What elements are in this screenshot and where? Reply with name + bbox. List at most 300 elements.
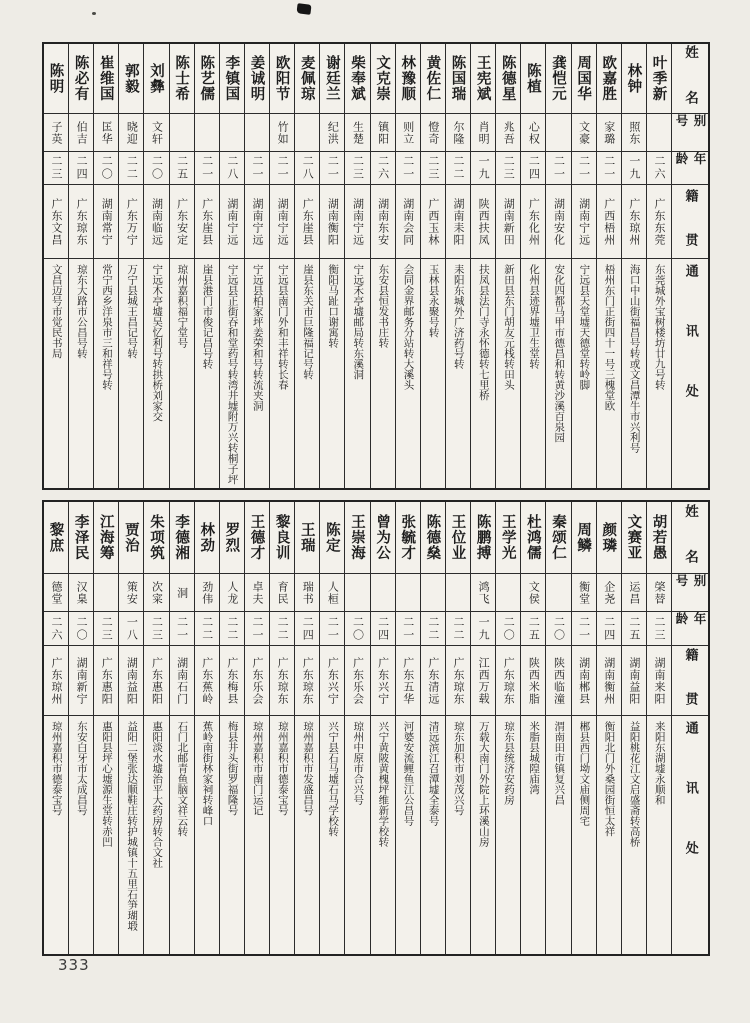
entry-column <box>219 502 244 954</box>
address-cell: 米脂县城隍庙湾 <box>528 721 541 795</box>
name-cell: 欧嘉胜 <box>597 44 621 114</box>
header-origin: 籍 贯 <box>672 185 708 259</box>
alias-cell <box>195 114 219 152</box>
name-cell: 曾为公 <box>371 502 395 574</box>
entry-column <box>194 44 219 488</box>
alias-cell: 文侯 <box>521 574 545 612</box>
scan-artifact <box>296 3 311 15</box>
name-cell: 颜璘 <box>597 502 621 574</box>
origin-cell: 江西万载 <box>471 646 495 716</box>
entry-column <box>621 44 646 488</box>
name-cell: 陈植 <box>521 44 545 114</box>
entry-column <box>219 44 244 488</box>
address-cell: 衡阳马趾口谢寓转 <box>327 264 340 348</box>
alias-cell: 瑞书 <box>295 574 319 612</box>
origin-cell: 湖南常宁 <box>94 185 118 259</box>
address-cell: 琼州嘉积市德泰宝号 <box>276 721 289 816</box>
entry-column <box>495 502 520 954</box>
age-cell: 二五 <box>521 612 545 646</box>
entry-column <box>319 502 344 954</box>
age-cell: 二四 <box>295 612 319 646</box>
alias-cell <box>647 114 671 152</box>
age-cell: 二三 <box>44 152 68 185</box>
origin-cell: 广东五华 <box>396 646 420 716</box>
entry-column <box>244 502 269 954</box>
origin-cell: 广东万宁 <box>119 185 143 259</box>
origin-cell: 湖南耒阳 <box>446 185 470 259</box>
table-top <box>42 42 710 490</box>
name-cell: 崔维国 <box>94 44 118 114</box>
address-cell: 河婆安流鲤鱼江公昌号 <box>402 721 415 826</box>
entry-column <box>420 502 445 954</box>
entry-column <box>143 44 168 488</box>
alias-cell: 棨替 <box>647 574 671 612</box>
entry-column <box>68 44 93 488</box>
alias-cell: 鸿飞 <box>471 574 495 612</box>
address-cell: 宁远县正街吞和堂药号转湾井墟附万兴转桐子坪 <box>226 264 239 485</box>
name-cell: 周国华 <box>572 44 596 114</box>
entry-column <box>118 502 143 954</box>
name-cell: 贾治 <box>119 502 143 574</box>
header-age: 年 龄 <box>672 612 708 646</box>
header-name: 姓 名 <box>672 44 708 114</box>
name-cell: 黎良训 <box>270 502 294 574</box>
entry-column <box>244 44 269 488</box>
alias-cell: 心权 <box>521 114 545 152</box>
alias-cell <box>396 574 420 612</box>
age-cell: 二〇 <box>144 152 168 185</box>
origin-cell: 湖南衡阳 <box>320 185 344 259</box>
entry-column <box>470 44 495 488</box>
address-cell: 益阳桃花江文启盛斋转高桥 <box>628 721 641 847</box>
origin-cell: 陕西扶凤 <box>471 185 495 259</box>
address-cell: 海口中山街福昌号转或文昌潭牛市兴利号 <box>628 264 641 453</box>
address-cell: 宁远木亭墟吴忆利号转拱桥刘家交 <box>151 264 164 422</box>
entry-column <box>470 502 495 954</box>
entry-column <box>545 44 570 488</box>
age-cell: 二四 <box>597 612 621 646</box>
origin-cell: 广东文昌 <box>44 185 68 259</box>
header-column <box>671 44 708 488</box>
address-cell: 琼州嘉积福宁堂号 <box>176 264 189 348</box>
origin-cell: 广东琼东 <box>69 185 93 259</box>
age-cell: 二〇 <box>496 612 520 646</box>
alias-cell <box>496 574 520 612</box>
age-cell: 二二 <box>446 612 470 646</box>
header-address: 通 讯 处 <box>682 721 698 870</box>
address-cell: 宁远县南门外和丰祥转长春 <box>276 264 289 390</box>
name-cell: 王崇海 <box>345 502 369 574</box>
name-cell: 李德湘 <box>170 502 194 574</box>
name-cell: 江海筹 <box>94 502 118 574</box>
name-cell: 陈德燊 <box>421 502 445 574</box>
origin-cell: 湖南新田 <box>496 185 520 259</box>
age-cell: 二四 <box>521 152 545 185</box>
age-cell: 二一 <box>320 612 344 646</box>
address-cell: 常宁西乡洋泉市三和祥号转 <box>100 264 113 390</box>
alias-cell: 憕奇 <box>421 114 445 152</box>
entry-column <box>646 502 671 954</box>
origin-cell: 广东兴宁 <box>371 646 395 716</box>
origin-cell: 湖南宁远 <box>245 185 269 259</box>
name-cell: 柴奉斌 <box>345 44 369 114</box>
age-cell: 二一 <box>546 152 570 185</box>
age-cell: 二二 <box>119 152 143 185</box>
origin-cell: 广东乐会 <box>245 646 269 716</box>
entry-column <box>194 502 219 954</box>
address-cell: 东安县恒发书庄转 <box>377 264 390 348</box>
entry-column <box>420 44 445 488</box>
name-cell: 陈艺儒 <box>195 44 219 114</box>
address-cell: 郴县西门坳文庙侧周宅 <box>578 721 591 826</box>
address-cell: 崖县港门市俊记昌号转 <box>201 264 214 369</box>
entry-column <box>319 44 344 488</box>
alias-cell: 次寀 <box>144 574 168 612</box>
address-cell: 来阳东湖墟永顺和 <box>653 721 666 805</box>
origin-cell: 广东蕉岭 <box>195 646 219 716</box>
address-cell: 清远滨江召潭墟全泰号 <box>427 721 440 826</box>
alias-cell: 匡华 <box>94 114 118 152</box>
alias-cell: 洞 <box>170 574 194 612</box>
alias-cell <box>446 574 470 612</box>
name-cell: 欧阳节 <box>270 44 294 114</box>
age-cell: 二五 <box>170 152 194 185</box>
alias-cell: 运昌 <box>622 574 646 612</box>
origin-cell: 广东梅县 <box>220 646 244 716</box>
name-cell: 陈定 <box>320 502 344 574</box>
name-cell: 陈明 <box>44 44 68 114</box>
alias-cell: 劲伟 <box>195 574 219 612</box>
address-cell: 梧州东门正街四十一号三槐堂欧 <box>603 264 616 411</box>
alias-cell: 策安 <box>119 574 143 612</box>
name-cell: 龚恺元 <box>546 44 570 114</box>
address-cell: 东安白牙市太成昌号 <box>75 721 88 816</box>
entry-column <box>344 44 369 488</box>
entry-column <box>143 502 168 954</box>
address-cell: 宁远县天堂墟天德堂转岭脚 <box>578 264 591 390</box>
name-cell: 林钟 <box>622 44 646 114</box>
name-cell: 郭毅 <box>119 44 143 114</box>
alias-cell: 人桓 <box>320 574 344 612</box>
address-cell: 琼州嘉积市发盛昌号 <box>301 721 314 816</box>
address-cell: 崖县东关市巨隆福记号转 <box>301 264 314 380</box>
address-cell: 兴宁县石马墟石马学校转 <box>327 721 340 837</box>
entry-column <box>93 502 118 954</box>
entry-column <box>571 44 596 488</box>
alias-cell: 人龙 <box>220 574 244 612</box>
age-cell: 二二 <box>270 612 294 646</box>
entry-column <box>621 502 646 954</box>
origin-cell: 湖南衡州 <box>597 646 621 716</box>
address-cell: 蕉岭南街林家祠转峰口 <box>201 721 214 826</box>
origin-cell: 广东琼东 <box>446 646 470 716</box>
age-cell: 二二 <box>421 612 445 646</box>
address-cell: 宁远禾亭墟邮局转东溪洞 <box>352 264 365 380</box>
name-cell: 王德才 <box>245 502 269 574</box>
alias-cell <box>295 114 319 152</box>
name-cell: 王学光 <box>496 502 520 574</box>
header-origin: 籍 贯 <box>672 646 708 716</box>
alias-cell <box>170 114 194 152</box>
alias-cell: 育民 <box>270 574 294 612</box>
address-cell: 宁远县柏家坪姜荣和号转流夹洞 <box>251 264 264 411</box>
name-cell: 文赛亚 <box>622 502 646 574</box>
name-cell: 陈必有 <box>69 44 93 114</box>
name-cell: 文克崇 <box>371 44 395 114</box>
origin-cell: 广东惠阳 <box>94 646 118 716</box>
alias-cell: 肖明 <box>471 114 495 152</box>
entry-column <box>495 44 520 488</box>
age-cell: 二八 <box>295 152 319 185</box>
origin-cell: 湖南宁远 <box>572 185 596 259</box>
name-cell: 胡若愚 <box>647 502 671 574</box>
origin-cell: 湖南新宁 <box>69 646 93 716</box>
entry-column <box>571 502 596 954</box>
age-cell: 二三 <box>144 612 168 646</box>
name-cell: 朱项筑 <box>144 502 168 574</box>
name-cell: 谢廷兰 <box>320 44 344 114</box>
age-cell: 二二 <box>195 612 219 646</box>
name-cell: 叶季新 <box>647 44 671 114</box>
entry-column <box>520 502 545 954</box>
origin-cell: 广东崖县 <box>195 185 219 259</box>
name-cell: 杜鸿儒 <box>521 502 545 574</box>
origin-cell: 湖南东安 <box>371 185 395 259</box>
age-cell: 二四 <box>371 612 395 646</box>
age-cell: 二一 <box>396 612 420 646</box>
name-cell: 周鳞 <box>572 502 596 574</box>
address-cell: 会同金界邮务分站转大溪头 <box>402 264 415 390</box>
entry-column <box>294 44 319 488</box>
address-cell: 琼东大路市公昌号转 <box>75 264 88 359</box>
origin-cell: 广西玉林 <box>421 185 445 259</box>
origin-cell: 湖南益阳 <box>119 646 143 716</box>
alias-cell: 尔隆 <box>446 114 470 152</box>
address-cell: 耒阳东城外广济药号转 <box>452 264 465 369</box>
name-cell: 李泽民 <box>69 502 93 574</box>
entry-column <box>68 502 93 954</box>
table-bottom <box>42 500 710 956</box>
address-cell: 万载大南门外院上环溪山房 <box>477 721 490 847</box>
alias-cell: 竹如 <box>270 114 294 152</box>
entry-column <box>596 502 621 954</box>
origin-cell: 广东琼州 <box>622 185 646 259</box>
alias-cell: 镇阳 <box>371 114 395 152</box>
alias-cell <box>220 114 244 152</box>
origin-cell: 湖南临远 <box>144 185 168 259</box>
header-name: 姓 名 <box>672 502 708 574</box>
address-cell: 石门北邮青鱼脑文祥云转 <box>176 721 189 837</box>
alias-cell: 汉臬 <box>69 574 93 612</box>
address-cell: 文昌迈号市觉民书局 <box>50 264 63 359</box>
name-cell: 王宪斌 <box>471 44 495 114</box>
page-number: 333 <box>58 956 90 974</box>
entry-column <box>269 502 294 954</box>
age-cell: 二〇 <box>345 612 369 646</box>
name-cell: 王位业 <box>446 502 470 574</box>
age-cell: 二三 <box>496 152 520 185</box>
age-cell: 二一 <box>245 152 269 185</box>
age-cell: 二三 <box>421 152 445 185</box>
age-cell: 二三 <box>94 612 118 646</box>
origin-cell: 湖南宁远 <box>220 185 244 259</box>
address-cell: 玉林县永聚号转 <box>427 264 440 338</box>
address-cell: 东莞城外宝树楼坊廿九号转 <box>653 264 666 390</box>
origin-cell: 湖南郴县 <box>572 646 596 716</box>
address-cell: 渭南田市镇复兴昌 <box>553 721 566 805</box>
alias-cell: 家璐 <box>597 114 621 152</box>
alias-cell <box>421 574 445 612</box>
origin-cell: 广东琼东 <box>496 646 520 716</box>
age-cell: 二六 <box>371 152 395 185</box>
header-column <box>671 502 708 954</box>
name-cell: 姜诚明 <box>245 44 269 114</box>
name-cell: 罗烈 <box>220 502 244 574</box>
entry-column <box>395 502 420 954</box>
name-cell: 林豫顺 <box>396 44 420 114</box>
entry-column <box>118 44 143 488</box>
address-cell: 扶凤县法门寺永怀德转七里桥 <box>477 264 490 401</box>
name-cell: 黄佐仁 <box>421 44 445 114</box>
age-cell: 二六 <box>44 612 68 646</box>
origin-cell: 广东琼东 <box>270 646 294 716</box>
name-cell: 麦佩琼 <box>295 44 319 114</box>
age-cell: 二二 <box>446 152 470 185</box>
name-cell: 陈德星 <box>496 44 520 114</box>
age-cell: 二四 <box>69 152 93 185</box>
alias-cell: 德堂 <box>44 574 68 612</box>
name-cell: 陈士希 <box>170 44 194 114</box>
alias-cell <box>94 574 118 612</box>
age-cell: 二三 <box>647 612 671 646</box>
age-cell: 二五 <box>622 612 646 646</box>
address-cell: 万宁县城王昌记号转 <box>126 264 139 359</box>
header-alias: 别 号 <box>672 114 708 152</box>
address-cell: 化州县迹界墟卫生堂转 <box>528 264 541 369</box>
age-cell: 二一 <box>572 152 596 185</box>
entry-column <box>44 502 68 954</box>
alias-cell: 卓夫 <box>245 574 269 612</box>
address-cell: 衡阳北门外桑园街恒太祥 <box>603 721 616 837</box>
age-cell: 二二 <box>220 612 244 646</box>
address-cell: 新田县东门胡友元栈转田头 <box>502 264 515 390</box>
alias-cell: 兆吾 <box>496 114 520 152</box>
alias-cell: 则立 <box>396 114 420 152</box>
entry-column <box>169 44 194 488</box>
address-cell: 琼东加积市刘茂兴号 <box>452 721 465 816</box>
name-cell: 李镇国 <box>220 44 244 114</box>
age-cell: 二一 <box>270 152 294 185</box>
entry-column <box>269 44 294 488</box>
name-cell: 黎庶 <box>44 502 68 574</box>
scan-speck <box>92 12 96 15</box>
age-cell: 一八 <box>119 612 143 646</box>
origin-cell: 广东琼州 <box>44 646 68 716</box>
age-cell: 二一 <box>572 612 596 646</box>
entry-column <box>520 44 545 488</box>
alias-cell: 企尧 <box>597 574 621 612</box>
alias-cell <box>546 114 570 152</box>
name-cell: 张毓才 <box>396 502 420 574</box>
entry-column <box>370 502 395 954</box>
entry-column <box>294 502 319 954</box>
age-cell: 二一 <box>320 152 344 185</box>
entry-column <box>370 44 395 488</box>
entry-column <box>445 502 470 954</box>
entry-column <box>344 502 369 954</box>
origin-cell: 湖南宁远 <box>345 185 369 259</box>
age-cell: 二〇 <box>546 612 570 646</box>
alias-cell: 生楚 <box>345 114 369 152</box>
age-cell: 二六 <box>647 152 671 185</box>
origin-cell: 湖南来阳 <box>647 646 671 716</box>
age-cell: 二一 <box>245 612 269 646</box>
address-cell: 琼州嘉积市德泰宝号 <box>50 721 63 816</box>
name-cell: 秦颂仁 <box>546 502 570 574</box>
header-alias: 别 号 <box>672 574 708 612</box>
age-cell: 一九 <box>471 612 495 646</box>
alias-cell: 文轩 <box>144 114 168 152</box>
name-cell: 刘彝 <box>144 44 168 114</box>
origin-cell: 湖南益阳 <box>622 646 646 716</box>
entry-column <box>646 44 671 488</box>
alias-cell: 伯吉 <box>69 114 93 152</box>
origin-cell: 广东兴宁 <box>320 646 344 716</box>
origin-cell: 湖南会同 <box>396 185 420 259</box>
address-cell: 益阳二堡张达顺鞋庄转护城镇十五里石笋瑚塅 <box>126 721 139 931</box>
age-cell: 二三 <box>345 152 369 185</box>
origin-cell: 广东崖县 <box>295 185 319 259</box>
address-cell: 安化四都马甲市德昌和转黄沙溪百泉园 <box>553 264 566 443</box>
address-cell: 琼东县统济安药房 <box>502 721 515 805</box>
alias-cell <box>371 574 395 612</box>
age-cell: 二一 <box>170 612 194 646</box>
age-cell: 一九 <box>622 152 646 185</box>
age-cell: 二八 <box>220 152 244 185</box>
alias-cell: 晓迎 <box>119 114 143 152</box>
alias-cell <box>245 114 269 152</box>
header-address: 通 讯 处 <box>682 264 698 413</box>
age-cell: 二〇 <box>94 152 118 185</box>
origin-cell: 广东惠阳 <box>144 646 168 716</box>
address-cell: 琼州嘉积市南门运记 <box>251 721 264 816</box>
alias-cell: 子英 <box>44 114 68 152</box>
age-cell: 二一 <box>396 152 420 185</box>
name-cell: 王瑞 <box>295 502 319 574</box>
origin-cell: 湖南石门 <box>170 646 194 716</box>
origin-cell: 广东清远 <box>421 646 445 716</box>
entry-column <box>445 44 470 488</box>
address-cell: 梅县井头街罗福隆号 <box>226 721 239 816</box>
name-cell: 陈鹏搏 <box>471 502 495 574</box>
origin-cell: 陕西米脂 <box>521 646 545 716</box>
origin-cell: 陕西临潼 <box>546 646 570 716</box>
address-cell: 兴宁黄陂黄槐坪维新学校转 <box>377 721 390 847</box>
entry-column <box>545 502 570 954</box>
name-cell: 陈国瑞 <box>446 44 470 114</box>
entry-column <box>93 44 118 488</box>
address-cell: 惠阳县坪心墟源生堂转赤凹 <box>100 721 113 847</box>
origin-cell: 广西梧州 <box>597 185 621 259</box>
address-cell: 琼州中原市合兴号 <box>352 721 365 805</box>
alias-cell <box>345 574 369 612</box>
origin-cell: 广东乐会 <box>345 646 369 716</box>
age-cell: 一九 <box>471 152 495 185</box>
alias-cell: 文豪 <box>572 114 596 152</box>
age-cell: 二一 <box>597 152 621 185</box>
entry-column <box>395 44 420 488</box>
header-age: 年 龄 <box>672 152 708 185</box>
